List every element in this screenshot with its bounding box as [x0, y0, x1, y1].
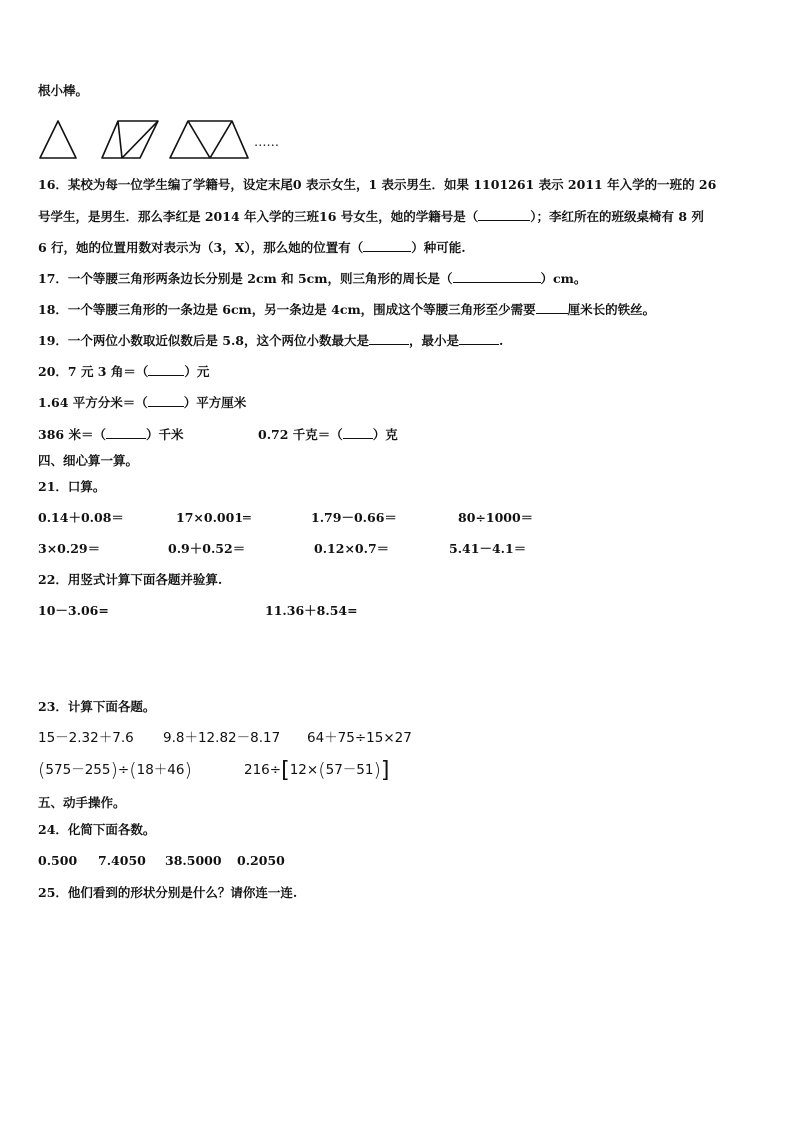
q24-item-4: 0.2050	[237, 853, 285, 868]
q24-item-2: 7.4050	[98, 853, 146, 868]
q20-c-blank[interactable]	[106, 426, 146, 439]
q16-answer-blank-1[interactable]	[478, 208, 530, 221]
q23-expr-1: 15－2.32＋7.6	[38, 730, 134, 746]
q17-answer-blank[interactable]	[453, 270, 541, 283]
q23-expr-4: (575－255)÷(18＋46)	[38, 759, 192, 781]
q21-item-7: 0.12×0.7＝	[314, 541, 390, 556]
q20-a: 20．7 元 3 角＝（ ）元	[38, 364, 210, 379]
section-4-heading: 四、细心算一算。	[38, 453, 139, 468]
q19-max-blank[interactable]	[369, 332, 409, 345]
section-5-heading: 五、动手操作。	[38, 795, 126, 810]
q17: 17．一个等腰三角形两条边长分别是 2cm 和 5cm，则三角形的周长是（ ）cm。	[38, 271, 587, 286]
q16-line3: 6 行，她的位置用数对表示为（3，X），那么她的位置有（ ）种可能.	[38, 240, 466, 255]
q21-item-8: 5.41－4.1＝	[449, 541, 527, 556]
q24-title: 24．化简下面各数。	[38, 822, 156, 837]
q16-answer-blank-2[interactable]	[363, 239, 411, 252]
q21-item-3: 1.79－0.66＝	[311, 510, 397, 525]
q22-title: 22．用竖式计算下面各题并验算.	[38, 572, 223, 587]
triangle-shape-1	[40, 121, 76, 158]
q21-item-5: 3×0.29＝	[38, 541, 101, 556]
q25-title: 25．他们看到的形状分别是什么？请你连一连.	[38, 885, 298, 900]
q20-d: 0.72 千克＝（ ）克	[258, 427, 398, 442]
q16-line1: 16．某校为每一位学生编了学籍号，设定末尾0 表示女生，1 表示男生．如果 1101261 表示 2011 年入学的一班的 26	[38, 177, 717, 192]
q16-line2: 号学生，是男生．那么李红是 2014 年入学的三班16 号女生，她的学籍号是（ ）；李红所在的班级桌椅有 8 列	[38, 209, 704, 224]
triangle-shape-3	[170, 121, 248, 158]
q24-item-3: 38.5000	[165, 853, 222, 868]
q23-expr-3: 64＋75÷15×27	[307, 730, 412, 746]
q18: 18．一个等腰三角形的一条边是 6cm，另一条边是 4cm，围成这个等腰三角形至少需要 厘米长的铁丝。	[38, 302, 656, 317]
q20-c: 386 米＝（ ）千米	[38, 427, 184, 442]
q23-expr-2: 9.8＋12.82－8.17	[163, 730, 281, 746]
q21-title: 21．口算。	[38, 479, 106, 494]
q23-expr-5: 216÷[12×(57－51)]	[244, 758, 390, 783]
q20-b-blank[interactable]	[148, 394, 184, 407]
q22-problem-a: 10－3.06=	[38, 603, 109, 618]
q24-item-1: 0.500	[38, 853, 78, 868]
q20-b: 1.64 平方分米＝（ ）平方厘米	[38, 395, 247, 410]
q22-problem-b: 11.36＋8.54=	[265, 603, 358, 618]
q20-d-blank[interactable]	[343, 426, 373, 439]
q19: 19．一个两位小数取近似数后是 5.8，这个两位小数最大是 ，最小是 .	[38, 333, 504, 348]
triangle-shape-2	[102, 121, 158, 158]
q21-item-4: 80÷1000＝	[458, 510, 534, 525]
triangle-matchstick-figure	[38, 117, 278, 161]
q15-tail: 根小棒。	[38, 83, 89, 98]
q21-item-2: 17×0.001═	[176, 510, 251, 525]
q21-item-6: 0.9＋0.52＝	[168, 541, 246, 556]
triangle-shape-2-divider	[118, 121, 122, 158]
q18-answer-blank[interactable]	[536, 301, 568, 314]
figure-ellipsis: ……	[254, 134, 279, 149]
q20-a-blank[interactable]	[148, 363, 184, 376]
q23-title: 23．计算下面各题。	[38, 699, 156, 714]
q21-item-1: 0.14＋0.08＝	[38, 510, 124, 525]
q19-min-blank[interactable]	[459, 332, 499, 345]
